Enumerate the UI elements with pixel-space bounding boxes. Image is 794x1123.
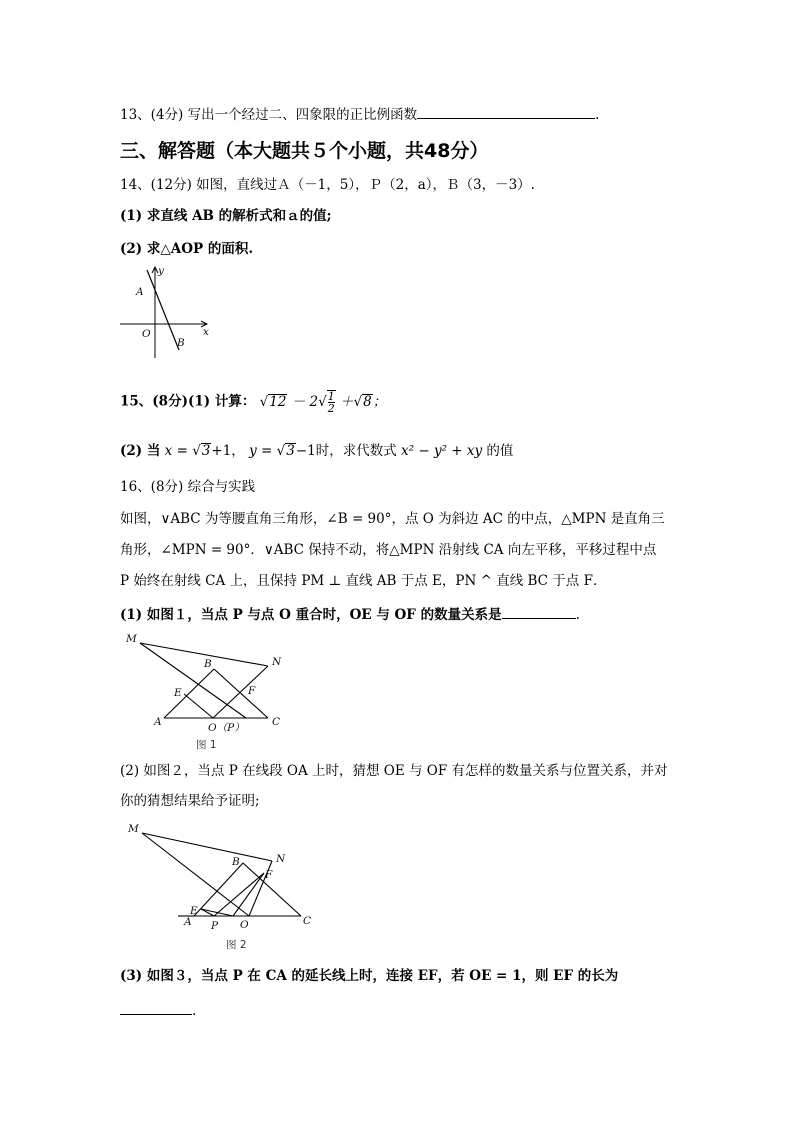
expr-end: ； [372,393,387,410]
q13-line [120,104,599,124]
algebraic-expr: x² − y² + xy [401,443,483,459]
label-o: O [142,328,151,340]
q15-expr: √12 － 2√ $\frac{1}{2}$ ＋√8； [259,390,387,415]
x-end: +1， [211,443,245,459]
q16-part2-b: 你的猜想结果给予证明; [120,793,260,809]
label-b: B [177,337,185,349]
seg-mn [142,833,272,861]
frac-half [327,390,336,414]
label-y: y [158,265,164,277]
fig2-b: B [232,856,240,868]
fig1-c: C [272,716,281,728]
label-a: A [136,286,144,298]
q16-part1-end: . [575,607,580,623]
q16-part1-blank[interactable] [502,604,576,619]
figure-2 [118,818,318,953]
q15-part1 [120,390,386,414]
figure-1 [118,628,298,753]
q14-figure [115,262,225,362]
y-end: −1时，求代数式 [295,443,397,459]
fig2-n: N [276,853,286,865]
fig2-c: C [303,915,312,927]
seg-oe [201,909,233,916]
fig1-e: E [174,687,182,699]
q15-part2-prefix: (2) 当 [120,443,161,459]
q16-part3-end: . [192,1003,197,1019]
q16-stem: 16、(8分) 综合与实践 [120,479,256,495]
fig1-b: B [204,658,212,670]
q15-part1-prefix: 15、(8分)(1) 计算： [120,393,256,410]
q16-part3-blank[interactable] [120,1000,192,1015]
fig1-o: O（P） [208,722,245,734]
label-x: x [203,326,209,338]
line-ab [147,270,179,350]
q16-part2-a: (2) 如图２，当点 P 在线段 OA 上时，猜想 OE 与 OF 有怎样的数量关系与位置关系，并对 [120,763,668,779]
fig1-caption: 图 1 [196,739,217,751]
y-root: 3 [286,443,295,459]
q15-part2-end: 的值 [486,443,514,459]
q13-answer-blank[interactable] [417,104,595,119]
frac-num: 1 [327,390,335,403]
fig2-m: M [128,823,139,835]
q16-para2: 角形，∠MPN = 90°．∨ABC 保持不动，将△MPN 沿射线 CA 向左平移，平移过程中点 [120,542,657,558]
seg-mo [140,643,246,718]
minus-two: － 2 [291,393,319,410]
root-12: 12 [269,393,287,410]
q14-part1: (1) 求直线 AB 的解析式和ａ的值; [120,208,332,224]
q16-part3 [120,967,618,985]
x-eq: x = [164,443,193,459]
q16-para3: P 始终在射线 CA 上，且保持 PM ⊥ 直线 AB 于点 E，PN ^ 直线 BC 于点 F． [120,573,607,589]
fig1-m: M [126,633,137,645]
q16-part1-text: (1) 如图１，当点 P 与点 O 重合时，OE 与 OF 的数量关系是 [120,607,502,623]
q13-prefix: 13、(4分) 写出一个经过二、四象限的正比例函数 [120,107,418,123]
q13-suffix: . [595,107,600,123]
fig1-f: F [248,685,256,697]
frac-den: 2 [327,402,335,415]
fig2-p: P [211,920,219,932]
fig2-caption: 图 2 [226,939,247,951]
q16-para1: 如图，∨ABC 为等腰直角三角形，∠B = 90°，点 O 为斜边 AC 的中点，△MPN 是直角三 [120,511,665,527]
y-eq: y = [249,443,277,459]
section-title: 三、解答题（本大题共５个小题，共48分） [120,140,489,162]
seg-bc [214,669,268,718]
fig2-e: E [190,905,198,917]
fig2-f: F [265,869,273,881]
plus-sign: ＋ [340,393,354,410]
fig1-n: N [272,656,282,668]
seg-oe [184,694,213,718]
fig2-a: A [184,916,192,928]
q16-part3-answer [120,1000,196,1020]
q16-part1 [120,604,580,624]
q16-part3-text: (3) 如图３，当点 P 在 CA 的延长线上时，连接 EF，若 OE = 1，则 EF 的长为 [120,968,619,984]
x-root: 3 [201,443,211,459]
q14-part2: (2) 求△AOP 的面积. [120,241,254,257]
q14-stem: 14、(12分) 如图，直线过Ａ（－1，5），Ｐ（2，a），Ｂ（3，－3）. [120,177,535,193]
fig1-a: A [154,716,162,728]
root-8: 8 [363,393,372,410]
seg-ab [194,863,243,916]
seg-of [233,873,264,916]
seg-ab [164,669,214,718]
fig2-o: O [240,919,249,931]
q15-part2: (2) 当 x = √3+1， y = √3−1时，求代数式 x² − y² + xy 的值 [120,443,514,459]
